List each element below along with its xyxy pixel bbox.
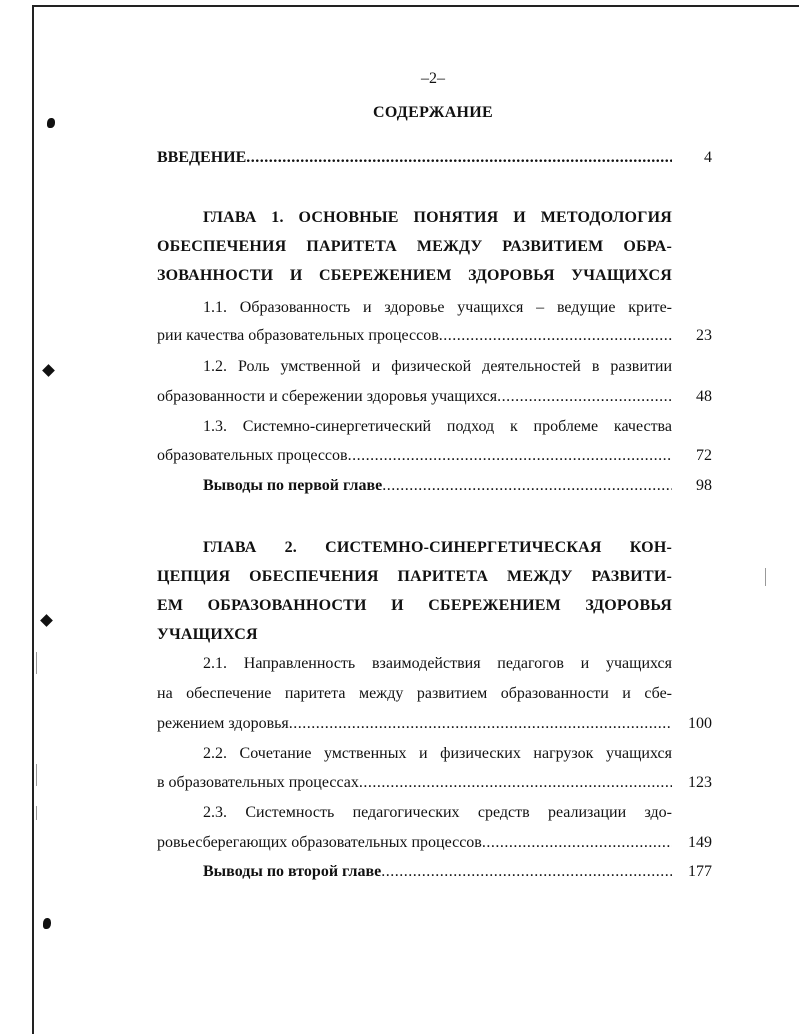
toc-entry-2-2-cont [157, 773, 672, 793]
toc-page-number: 48 [696, 388, 712, 405]
toc-page-number: 4 [704, 149, 712, 166]
toc-page-number: 149 [688, 834, 712, 851]
toc-entry-label: ВВЕДЕНИЕ [157, 149, 247, 166]
chapter-2-heading: ЦЕПЦИЯ ОБЕСПЕЧЕНИЯ ПАРИТЕТА МЕЖДУ РАЗВИТИ- [157, 568, 672, 585]
toc-entry-text: образовательных процессов [157, 447, 348, 464]
scan-border-left [32, 5, 34, 1034]
toc-entry-text: в образовательных процессах [157, 774, 359, 791]
dot-leader [381, 862, 672, 882]
scan-speck [36, 652, 37, 674]
chapter-2-heading: ГЛАВА 2. СИСТЕМНО-СИНЕРГЕТИЧЕСКАЯ КОН- [203, 539, 672, 556]
toc-entry-label: Выводы по второй главе [203, 863, 382, 880]
chapter-1-heading: ОБЕСПЕЧЕНИЯ ПАРИТЕТА МЕЖДУ РАЗВИТИЕМ ОБРА- [157, 238, 672, 255]
scan-speck [765, 568, 766, 586]
toc-entry-conclusion-2 [203, 862, 672, 882]
scan-speck [36, 806, 37, 820]
toc-entry-1-3-cont [157, 446, 672, 466]
dot-leader [359, 773, 672, 793]
toc-entry-text: рии качества образовательных процессов [157, 327, 439, 344]
dot-leader [497, 387, 672, 407]
toc-page-number: 72 [696, 447, 712, 464]
toc-entry-1-1-cont [157, 326, 672, 346]
toc-entry-2-3: 2.3. Системность педагогических средств реализации здо- [203, 804, 672, 821]
toc-page-number: 177 [688, 863, 712, 880]
toc-page-number: 123 [688, 774, 712, 791]
page-number: –2– [421, 70, 445, 87]
toc-entry-2-1-cont [157, 714, 672, 734]
scan-speck [42, 364, 55, 377]
dot-leader [382, 476, 672, 496]
page-title: СОДЕРЖАНИЕ [372, 104, 494, 121]
toc-entry-1-3: 1.3. Системно-синергетический подход к проблеме качества [203, 418, 672, 435]
dot-leader [439, 326, 672, 346]
toc-entry-2-3-cont [157, 833, 672, 853]
toc-entry-text: режением здоровья [157, 715, 289, 732]
toc-entry-2-1-cont: на обеспечение паритета между развитием образованности и сбе- [157, 685, 672, 702]
toc-page-number: 23 [696, 327, 712, 344]
toc-entry-2-2: 2.2. Сочетание умственных и физических нагрузок учащихся [203, 745, 672, 762]
chapter-2-heading: УЧАЩИХСЯ [157, 626, 258, 643]
toc-entry-text: образованности и сбережении здоровья учащихся [157, 388, 498, 405]
scan-speck [40, 614, 53, 627]
toc-entry-1-2: 1.2. Роль умственной и физической деятельностей в развитии [203, 358, 672, 375]
scan-speck [47, 118, 55, 128]
dot-leader [482, 833, 672, 853]
chapter-1-heading: ГЛАВА 1. ОСНОВНЫЕ ПОНЯТИЯ И МЕТОДОЛОГИЯ [203, 209, 672, 226]
dot-leader [289, 714, 672, 734]
toc-entry-conclusion-1 [203, 476, 672, 496]
toc-entry-1-2-cont [157, 387, 672, 407]
toc-entry-label: Выводы по первой главе [203, 477, 383, 494]
toc-entry-2-1: 2.1. Направленность взаимодействия педагогов и учащихся [203, 655, 672, 672]
toc-entry-text: ровьесберегающих образовательных процессов [157, 834, 482, 851]
toc-entry-1-1: 1.1. Образованность и здоровье учащихся – ведущие крите- [203, 299, 672, 316]
dot-leader [348, 446, 672, 466]
dot-leader [246, 148, 672, 168]
toc-page-number: 100 [688, 715, 712, 732]
scan-speck [36, 764, 37, 786]
toc-page-number: 98 [696, 477, 712, 494]
scan-border-top [33, 5, 799, 7]
toc-entry-introduction [157, 148, 672, 168]
chapter-1-heading: ЗОВАННОСТИ И СБЕРЕЖЕНИЕМ ЗДОРОВЬЯ УЧАЩИХСЯ [157, 267, 672, 284]
scan-speck [43, 918, 51, 929]
chapter-2-heading: ЕМ ОБРАЗОВАННОСТИ И СБЕРЕЖЕНИЕМ ЗДОРОВЬЯ [157, 597, 672, 614]
